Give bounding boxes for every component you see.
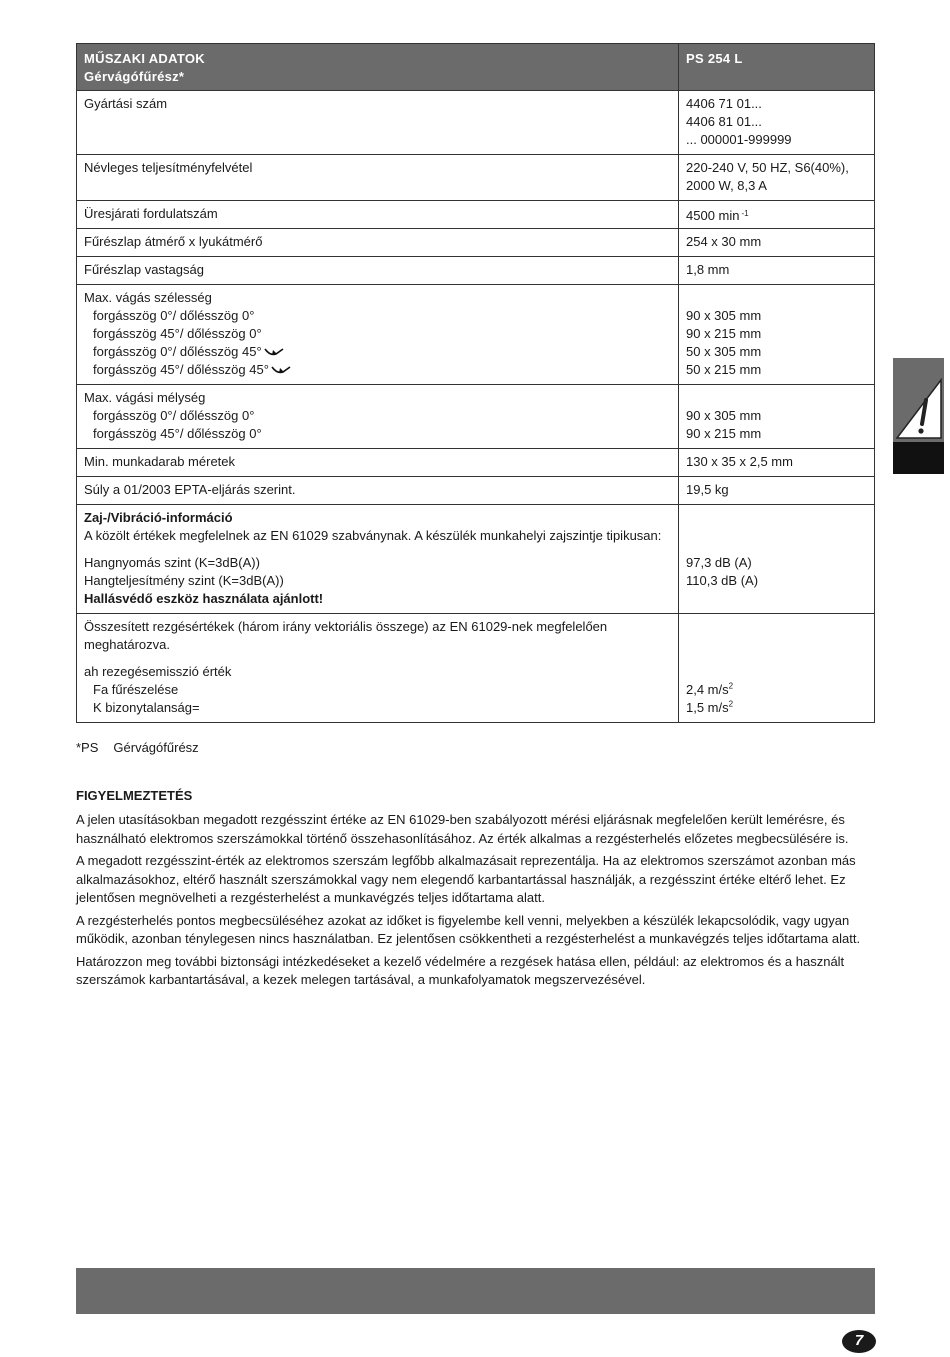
warning-heading: FIGYELMEZTETÉS <box>76 788 193 803</box>
wood-sawing-label: Fa fűrészelése <box>93 682 179 697</box>
row-value <box>679 155 875 201</box>
table-row <box>77 155 875 201</box>
table-row <box>77 229 875 257</box>
row-label: Min. munkadarab méretek <box>77 449 679 477</box>
serial-value-3: ... 000001-999999 <box>686 132 792 147</box>
sound-pressure-label: Hangnyomás szint (K=3dB(A)) <box>84 555 260 570</box>
table-header-model: PS 254 L <box>679 44 875 91</box>
row-label <box>77 285 679 385</box>
uncertainty-value: 1,5 $m/s^2$ <box>686 699 734 715</box>
row-value <box>679 385 875 449</box>
row-value <box>679 614 875 723</box>
row-label: Fűrészlap átmérő x lyukátmérő <box>77 229 679 257</box>
power-value-1: 220-240 V, 50 HZ, S6(40%), <box>686 160 849 175</box>
table-row <box>77 477 875 505</box>
vibration-intro: Összesített rezgésértékek (három irány vektoriális összege) az EN 61029-nek megfelelően <box>84 619 608 634</box>
table-row <box>77 91 875 155</box>
header-subtitle: Gérvágófűrész* <box>84 69 185 84</box>
sound-power-label: Hangteljesítmény szint (K=3dB(A)) <box>84 573 284 588</box>
cut-width-item: forgásszög 45°/ dőlésszög 45° <box>84 361 671 379</box>
row-value: 254 x 30 mm <box>679 229 875 257</box>
warning-paragraph: Határozzon meg további biztonsági intézkedéseket a kezelő védelmére a rezgések hatása ellen, például: az elektromos és a használt szerszámok karbantartásával, a kezek melegen tartásával, a munkafolyamatok megszervezésével. <box>76 953 845 987</box>
serial-value-1: 4406 71 01... <box>686 96 762 111</box>
speed-unit-exponent: -1 <box>741 209 749 218</box>
noise-intro: A közölt értékek megfelelnek az EN 61029 szabványnak. A készülék munkahelyi zajszintje tipikusan: <box>84 528 662 543</box>
table-row <box>77 449 875 477</box>
power-value-2: 2000 W, 8,3 A <box>686 178 767 193</box>
section-side-tab <box>893 358 944 474</box>
row-label <box>77 385 679 449</box>
emission-label: ah rezegésemisszió érték <box>84 664 232 679</box>
table-row <box>77 614 875 723</box>
warning-paragraph: A jelen utasításokban megadott rezgésszint értéke az EN 61029-ben szabályozott mérési eljárásnak megfelelően került lemérésre, és használható elektromos szerszámokkal történő összehasonlításához. Az érték alkalmas a rezgésterhelés előzetes megbecsülésére is. <box>76 812 849 846</box>
vibration-intro-cont: meghatározva. <box>84 637 170 652</box>
cut-depth-value: 90 x 305 mm <box>686 408 762 423</box>
hearing-protection-warning: Hallásvédő eszköz használata ajánlott! <box>84 591 324 606</box>
row-value <box>679 285 875 385</box>
header-title: MŰSZAKI ADATOK <box>84 51 205 66</box>
page-number-badge <box>842 1330 876 1353</box>
sound-power-value: 110,3 dB (A) <box>686 573 759 588</box>
sound-pressure-value: 97,3 dB (A) <box>686 555 752 570</box>
footnote <box>76 740 199 755</box>
row-label: Súly a 01/2003 EPTA-eljárás szerint. <box>77 477 679 505</box>
wood-sawing-value: 2,4 $m/s^2$ <box>686 681 734 697</box>
row-label: Gyártási szám <box>77 91 679 155</box>
cut-width-item: forgásszög 0°/ dőlésszög 0° <box>93 308 255 323</box>
bevel-tilt-icon <box>271 364 291 376</box>
warning-paragraph: A megadott rezgésszint-érték az elektromos szerszám legfőbb alkalmazásait reprezentálja. Ha az elektromos szerszámot azonban más alkalmazásokhoz, eltérő használt szerszámokkal vagy nem elegendő karbantartással használják, a rezgésszint értéke eltérő lehet. Ez jelentősen megnövelheti a rezgésterhelést a munkavégzés teljes időtartama alatt. <box>76 853 856 905</box>
row-label <box>77 505 679 614</box>
row-value: 130 x 35 x 2,5 mm <box>679 449 875 477</box>
table-row <box>77 201 875 229</box>
cut-width-value: 50 x 305 mm <box>686 344 762 359</box>
row-label: Fűrészlap vastagság <box>77 257 679 285</box>
cut-width-value: 90 x 215 mm <box>686 326 762 341</box>
cut-width-item: forgásszög 0°/ dőlésszög 45° <box>84 343 671 361</box>
cut-width-title: Max. vágás szélesség <box>84 290 212 305</box>
cut-depth-item: forgásszög 0°/ dőlésszög 0° <box>93 408 255 423</box>
bevel-tilt-icon <box>264 346 284 358</box>
row-value: 19,5 kg <box>679 477 875 505</box>
table-row <box>77 385 875 449</box>
noise-title: Zaj-/Vibráció-információ <box>84 510 233 525</box>
serial-value-2: 4406 81 01... <box>686 114 762 129</box>
cut-width-value: 50 x 215 mm <box>686 362 762 377</box>
speed-value: 4500 min <box>686 208 740 223</box>
row-value <box>679 91 875 155</box>
cut-width-value: 90 x 305 mm <box>686 308 762 323</box>
footnote-text: Gérvágófűrész <box>113 740 199 755</box>
warning-triangle-icon <box>893 358 944 442</box>
table-row <box>77 257 875 285</box>
technical-data-table <box>76 43 875 723</box>
table-header-row <box>77 44 875 91</box>
warning-body <box>76 811 876 994</box>
footer-bar <box>76 1268 875 1314</box>
row-label <box>77 614 679 723</box>
page-number: 7 <box>854 1332 864 1349</box>
warning-tab-box <box>893 358 944 442</box>
warning-paragraph: A rezgésterhelés pontos megbecsüléséhez azokat az időket is figyelembe kell venni, melyekben a készülék lekapcsolódik, vagy ugyan működik, azonban ténylegesen nincs használatban. Ez jelentősen csökkentheti a rezgésterhelést a munkavégzés teljes időtartama alatt. <box>76 912 861 946</box>
uncertainty-label: K bizonytalanság= <box>93 700 200 715</box>
table-row <box>77 285 875 385</box>
footnote-code: *PS <box>76 740 99 755</box>
row-value <box>679 201 875 229</box>
cut-depth-title: Max. vágási mélység <box>84 390 206 405</box>
cut-depth-value: 90 x 215 mm <box>686 426 762 441</box>
cut-depth-item: forgásszög 45°/ dőlésszög 0° <box>93 426 262 441</box>
cut-width-item: forgásszög 45°/ dőlésszög 0° <box>93 326 262 341</box>
row-value: 1,8 mm <box>679 257 875 285</box>
row-label: Üresjárati fordulatszám <box>77 201 679 229</box>
row-value <box>679 505 875 614</box>
table-row <box>77 505 875 614</box>
table-header-title <box>77 44 679 91</box>
row-label: Névleges teljesítményfelvétel <box>77 155 679 201</box>
